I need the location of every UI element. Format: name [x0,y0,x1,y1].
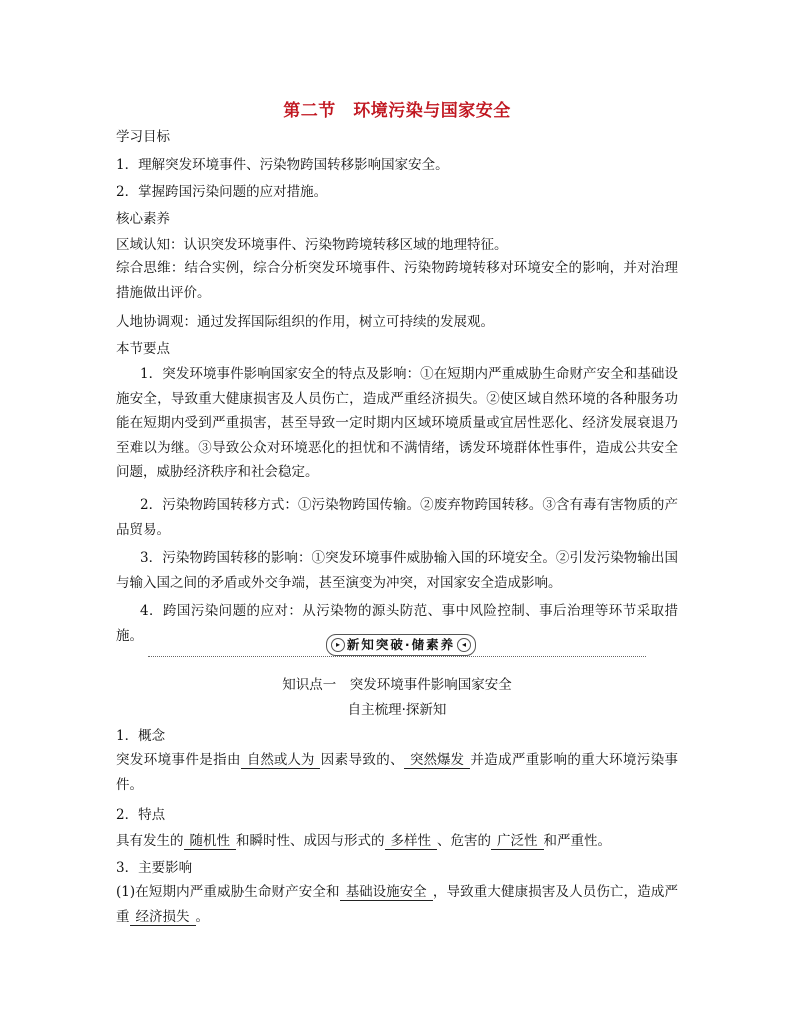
play-right-icon: ▸ [331,638,345,652]
literacy-heading: 核心素养 [116,211,170,227]
play-left-icon: ◂ [457,638,471,652]
objective-item: 2．掌握跨国污染问题的应对措施。 [116,184,328,200]
section-heading: 知识点一 突发环境事件影响国家安全 [282,677,512,693]
blank-answer: 突然爆发 [404,752,470,769]
blank-answer: 随机性 [184,833,237,850]
blank-answer: 基础设施安全 [340,884,433,901]
literacy-item: 综合思维：结合实例，综合分析突发环境事件、污染物跨境转移对环境安全的影响，并对治理措施做出评价。 [116,260,678,301]
impact-text: (1)在短期内严重威胁生命财产安全和 基础设施安全 ，导致重大健康损害及人员伤亡，造成严重 经济损失 。 [116,884,679,925]
objective-item: 1．理解突发环境事件、污染物跨国转移影响国家安全。 [116,157,449,173]
concept-heading: 1．概念 [116,728,166,744]
keypoint-item: 1．突发环境事件影响国家安全的特点及影响：①在短期内严重威胁生命财产安全和基础设施安全，导致重大健康损害及人员伤亡，造成严重经济损失。②使区域自然环境的各种服务功能在短期内受到严重损害，甚至导致一定时期内区域环境质量或宜居性恶化、经济发展衰退乃至难以为继。③导致公众对环境恶化的担忧和不满情绪，诱发环境群体性事件，造成公共安全问题，威胁经济秩序和社会稳定。 [116,366,678,480]
concept-text: 突发环境事件是指由 自然或人为 因素导致的、 突然爆发 并造成严重影响的重大环境污染事件。 [116,752,679,793]
section-banner [148,634,646,660]
objectives-heading: 学习目标 [116,129,170,145]
impact-heading: 3．主要影响 [116,860,193,876]
keypoint-item: 2．污染物跨国转移方式：①污染物跨国传输。②废弃物跨国转移。③含有毒有害物质的产品贸易。 [116,497,678,538]
keypoint-item: 4．跨国污染问题的应对：从污染物的源头防范、事中风险控制、事后治理等环节采取措施。 [116,603,678,644]
keypoint-item: 3．污染物跨国转移的影响：①突发环境事件威胁输入国的环境安全。②引发污染物输出国与输入国之间的矛盾或外交争端，甚至演变为冲突，对国家安全造成影响。 [116,550,678,591]
banner-pill [326,634,476,656]
page-title: 第二节 环境污染与国家安全 [283,101,511,121]
literacy-item: 人地协调观：通过发挥国际组织的作用，树立可持续的发展观。 [116,314,494,330]
blank-answer: 经济损失 [130,909,196,926]
literacy-item: 区域认知：认识突发环境事件、污染物跨境转移区域的地理特征。 [116,237,508,253]
blank-answer: 多样性 [385,833,438,850]
blank-answer: 自然或人为 [241,752,321,769]
keypoints-heading: 本节要点 [116,341,170,357]
dotted-divider [148,656,646,657]
blank-answer: 广泛性 [491,833,544,850]
feature-heading: 2．特点 [116,807,166,823]
section-subheading: 自主梳理·探新知 [347,702,447,718]
feature-text: 具有发生的 随机性 和瞬时性、成因与形式的 多样性 、危害的 广泛性 和严重性。 [116,833,611,849]
banner-label: 新知突破·储素养 [346,637,456,652]
